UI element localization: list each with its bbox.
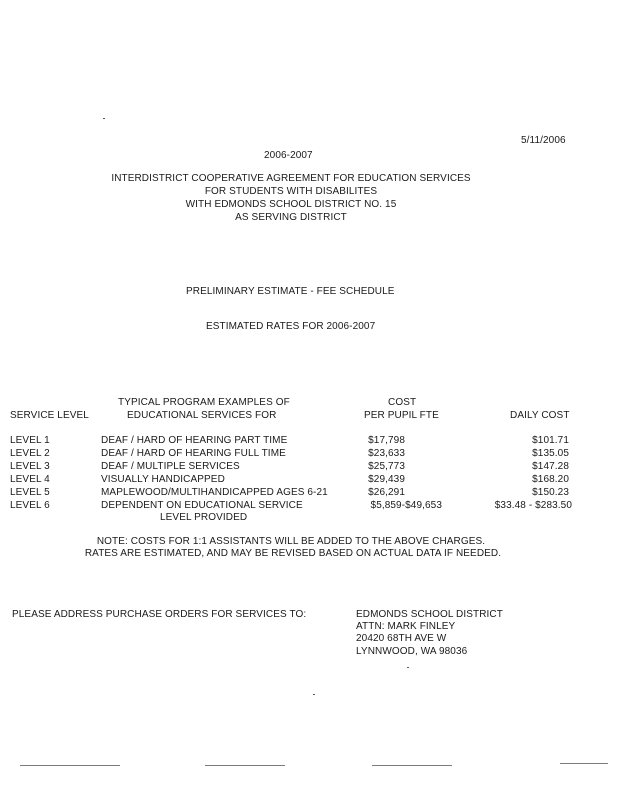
header-daily-cost: DAILY COST	[510, 410, 570, 421]
row-cost: $29,439	[368, 474, 405, 485]
document-date: 5/11/2006	[521, 135, 566, 146]
row-program-continued: LEVEL PROVIDED	[160, 512, 248, 523]
title-line-3: WITH EDMONDS SCHOOL DISTRICT NO. 15	[185, 199, 397, 210]
scan-speck	[103, 118, 105, 119]
row-level: LEVEL 4	[10, 474, 50, 485]
row-program: DEAF / HARD OF HEARING FULL TIME	[101, 448, 286, 459]
row-level: LEVEL 2	[10, 448, 50, 459]
row-cost: $5,859-$49,653	[370, 500, 442, 511]
address-line-3: 20420 68TH AVE W	[356, 633, 447, 644]
header-program-line-2: EDUCATIONAL SERVICES FOR	[127, 410, 277, 421]
row-level: LEVEL 3	[10, 461, 50, 472]
row-program: DEPENDENT ON EDUCATIONAL SERVICE	[101, 500, 303, 511]
address-line-2: ATTN: MARK FINLEY	[356, 621, 456, 632]
row-program: DEAF / HARD OF HEARING PART TIME	[101, 435, 288, 446]
row-program: MAPLEWOOD/MULTIHANDICAPPED AGES 6-21	[101, 487, 328, 498]
rates-title: ESTIMATED RATES FOR 2006-2007	[206, 321, 376, 332]
row-level: LEVEL 6	[10, 500, 50, 511]
row-daily-cost: $135.05	[532, 448, 569, 459]
row-cost: $26,291	[368, 487, 405, 498]
row-daily-cost: $150.23	[532, 487, 569, 498]
row-daily-cost: $101.71	[532, 435, 569, 446]
note-line-2: RATES ARE ESTIMATED, AND MAY BE REVISED BASED ON ACTUAL DATA IF NEEDED.	[84, 548, 502, 559]
row-program: DEAF / MULTIPLE SERVICES	[101, 461, 240, 472]
header-program-line-1: TYPICAL PROGRAM EXAMPLES OF	[118, 397, 290, 408]
address-line-1: EDMONDS SCHOOL DISTRICT	[356, 609, 503, 620]
title-line-4: AS SERVING DISTRICT	[235, 212, 347, 223]
note-line-1: NOTE: COSTS FOR 1:1 ASSISTANTS WILL BE ADDED TO THE ABOVE CHARGES.	[96, 536, 486, 547]
title-line-2: FOR STUDENTS WITH DISABILITES	[204, 186, 378, 197]
header-cost-line-1: COST	[388, 397, 417, 408]
document-year: 2006-2007	[264, 150, 313, 161]
row-cost: $25,773	[368, 461, 405, 472]
footer-smudge	[20, 765, 120, 766]
title-line-1: INTERDISTRICT COOPERATIVE AGREEMENT FOR EDUCATION SERVICES	[111, 173, 471, 184]
row-level: LEVEL 1	[10, 435, 50, 446]
scan-speck	[407, 667, 409, 668]
row-cost: $17,798	[368, 435, 405, 446]
footer-smudge	[372, 765, 452, 766]
footer-smudge	[205, 765, 285, 766]
row-program: VISUALLY HANDICAPPED	[101, 474, 225, 485]
row-daily-cost: $33.48 - $283.50	[494, 500, 572, 511]
row-daily-cost: $168.20	[532, 474, 569, 485]
header-cost-line-2: PER PUPIL FTE	[364, 410, 439, 421]
row-daily-cost: $147.28	[532, 461, 569, 472]
scan-speck	[313, 694, 315, 695]
address-label: PLEASE ADDRESS PURCHASE ORDERS FOR SERVICES TO:	[12, 609, 307, 620]
document-subtitle: PRELIMINARY ESTIMATE - FEE SCHEDULE	[186, 286, 395, 297]
address-line-4: LYNNWOOD, WA 98036	[356, 646, 468, 657]
row-level: LEVEL 5	[10, 487, 50, 498]
row-cost: $23,633	[368, 448, 405, 459]
footer-smudge	[560, 763, 608, 764]
header-service-level: SERVICE LEVEL	[10, 410, 89, 421]
